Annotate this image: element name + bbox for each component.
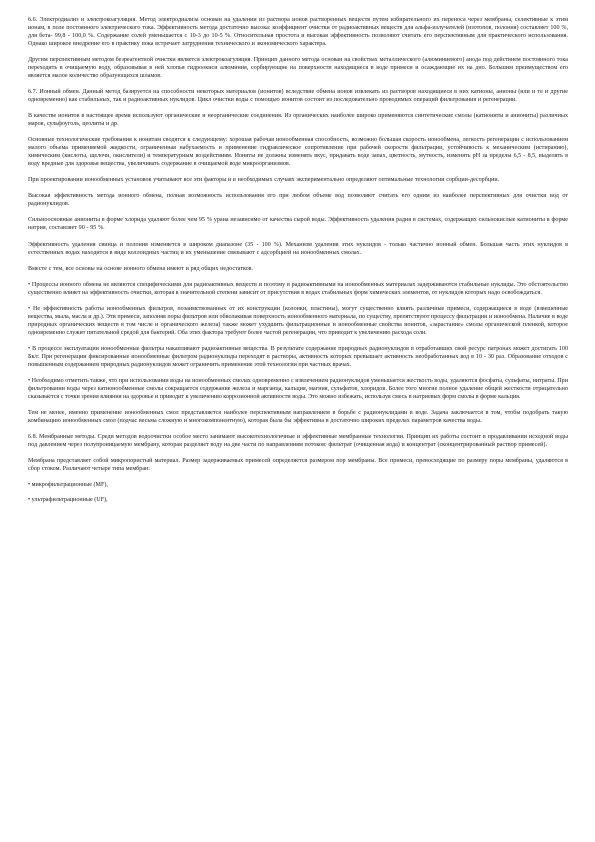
paragraph-membrane-material: Мембрана представляет собой микропористый материал. Размер задерживаемых примесей определяется размером пор мембраны. Все примеси, превосходящие по размеру поры мембраны, удаляются в сбор стоком. Различают четыре типа мембран: (28, 458, 568, 473)
list-item-ultrafiltration: • ультрафильтрационные (UF), (28, 496, 108, 503)
paragraph-disadvantages-intro: Вместе с тем, все основы на основе ионного обмена имеют и ряд общих недостатков. (28, 265, 254, 272)
bullet-accumulation: • В процессе эксплуатации ионообменные фильтры накапливают радиоактивные вещества. В результате содержание природных радионуклидов в отработавших свой ресурс патронах может достигать 100 Бк/г. При регенерации фиксированные ионообменные фильтром радионуклиды переходят в растворы, активность которых превышает активность необработанных вод в 10 - 30 раз. Образование отходов с повышенным содержанием природных радионуклидов может ограничить применение этой технологии при частных врачах. (28, 345, 568, 368)
bullet-nonspecific: • Процессы ионного обмена не являются специфическими для радиоактивных веществ и поэтому в радиоактивными на ионообменных материалах задерживаются стабильные нуклиды. Это обстоятельство существенно влияет на эффективность очистки, которая в значительной степени зависит от присутствия в водах стабильных форм химических элементов, от нуклидов которых надо освобождаться. (28, 281, 568, 296)
paragraph-design-factors: При проектировании ионообменных установок учитывают все эти факторы и в необходимых случаях экспериментально определяют оптимальные технологии сорбции-десорбции. (28, 177, 500, 184)
bullet-hardness: • Необходимо отметить также, что при использовании воды на ионообменных смолах одновременно с извлечением радионуклидов уменьшается жесткость воды, удаляются фосфаты, сульфаты, нитраты. При фильтровании воды через катионообменные смолы сокращается содержание железа и марганца, кальция, магния, сульфатов, хлоридов. Более того многие полное удаление общей жесткости отрицательно сказывается с точки зрения влияния на здоровье и приводит к увеличению коррозионной активности воды. Это можно избежать, используя смесь в натриевых форм смолы в форме кальция. (28, 377, 568, 400)
paragraph-ion-exchange: 6.7. Ионный обмен. Данный метод базируется на способности некоторых материалов (ионитов) вследствие обмена ионов извлекать из растворов находящиеся в них катионы, анионы (или и те и другие одновременно) как стабильных, так и радиоактивных нуклидов. Цикл очистки воды с помощью ионитов состоит из последовательно проводимых операций фильтрования и регенерации. (28, 89, 568, 103)
paragraph-electrocoagulation: Другим перспективным методом безреагентной очистки является электрокоагуляция. Принцип данного метода основан на свойствах металлического (алюминиевого) анода под действием постоянного тока переходить в очищаемую воду, образовывая в ней хлопья гидроокиси алюминия, сорбирующие на поверхности находящиеся в воде примеси и осаждающие их на дно. Большим преимуществом его является малое количество образующихся шламов. (28, 57, 568, 79)
paragraph-ionite-requirements: Основные технологические требования к ионитам сводятся к следующему: хорошая рабочая ионообменная способность, возможно большая скорость ионообмена, легкость регенерации с использованием малого объема применяемой жидкости, ограниченная набухаемость и применение гидравлическое сопротивление при рабочей скорости фильтрации, устойчивость к механическим (истиранию), химическим (кислоты, щелочи, окислители) и температурным воздействиям. Иониты не должны изменять вкус, придавать воде запах, цветность, мутность, изменять pH за пределы 6,5 - 8,5, выделять в воду вредные для здоровья вещества, увеличивать содержание в очищаемой воде микроорганизмов. (28, 137, 568, 168)
paragraph-ionite-types: В качестве ионитов в настоящее время используют органические и неорганические соединения. Из органических наиболее широко применяются синтетические смолы (катиониты и аниониты) различных марок, сульфоуголь, цеолиты и др. (28, 113, 568, 128)
paragraph-nevertheless: Тем не менее, именно применение ионообменных смол представляется наиболее перспективным направлением в борьбе с радионуклидами в воде. Задача заключается в том, чтобы подобрать такую комбинацию ионообменных смол (подчас весьма сложную и многокомпонентную), которая была бы эффективна в достаточно широких пределах параметров качества воды. (28, 409, 568, 424)
bullet-impurities: • Не эффективность работы ионообменных фильтров, позаимствованных от их конструкции (колонки, пластины), могут существенно влиять различные примеси, содержащиеся в воде (взвешенные вещества, мыла, масла и др.). Эти примеси, заполняя поры фильтров или обволакивая поверхность ионообменного материала, по существу, препятствуют процессу фильтрации и ионообмена. Наличие в воде природных органических веществ в том числе и органического железа) также может ухудшить фильтрационные и ионообменные свойства ионитов, «зарастание» смолы органической пленкой, которое одновременно служит питательной средой для бактерий. Оба этих фактора требуют более частой регенерации, что приводит к увеличению расхода соли. (28, 305, 568, 336)
paragraph-high-efficiency: Высокая эффективность метода ионного обмена, полная возможность использования его при любом объеме вод позволяют считать его одним из наиболее перспективных для очистки вод от радионуклидов. (28, 193, 568, 208)
paragraph-anion-uranium: Сильноосновные аниониты в форме хлорида удаляют более чем 95 % урана независимо от качества сырой воды. Эффективность удаления радия в системах, содержащих сильнокислые катиониты в форме натрия, составляет 90 - 95 %. (28, 217, 568, 232)
paragraph-membrane-methods: 6.8. Мембранные методы. Среди методов водоочистки особое место занимают высокотехнологичные и эффективные мембранные технологии. Принцип их работы состоит в продавливании исходной воды под давлением через полупроницаемую мембрану, которая разделяет воду на две части по направлениям потоков: фильтрат (очищенная вода) и концентрат (сконцентрированный раствор примесей). (28, 434, 568, 449)
list-item-microfiltration: • микрофильтрационные (MF), (28, 482, 108, 489)
paragraph-electrodialysis: 6.6. Электродиализ и электрокоагуляция. Метод электродиализа основан на удалении из раствора ионов растворенных веществ путем избирательного их переноса через мембраны, селективные к этим ионам, в поле постоянного электрического тока. Эффективность метода достаточно высока: коэффициент очистки от радиоактивных веществ для альфа-излучателей (изотопов, полония) составляет 100 %, для бета- 99,8 - 100,0 %. Содержание солей уменьшается с 10-3 до 10-5 %. Относительная простота и высокая эффективность позволяют считать его перспективным для практического использования. Однако широкое внедрение его в практику пока встречает затруднения технического и экономического характера. (28, 17, 568, 47)
paragraph-lead-polonium: Эффективность удаления свинца и полония изменяется в широком диапазоне (35 - 100 %). Механизм удаления этих нуклидов - только частично ионный обмен. Большая часть этих нуклидов в естественных водах находится в виде коллоидных частиц и их уменьшение связывают с адсорбцией на ионообменных смолах. (28, 241, 568, 256)
